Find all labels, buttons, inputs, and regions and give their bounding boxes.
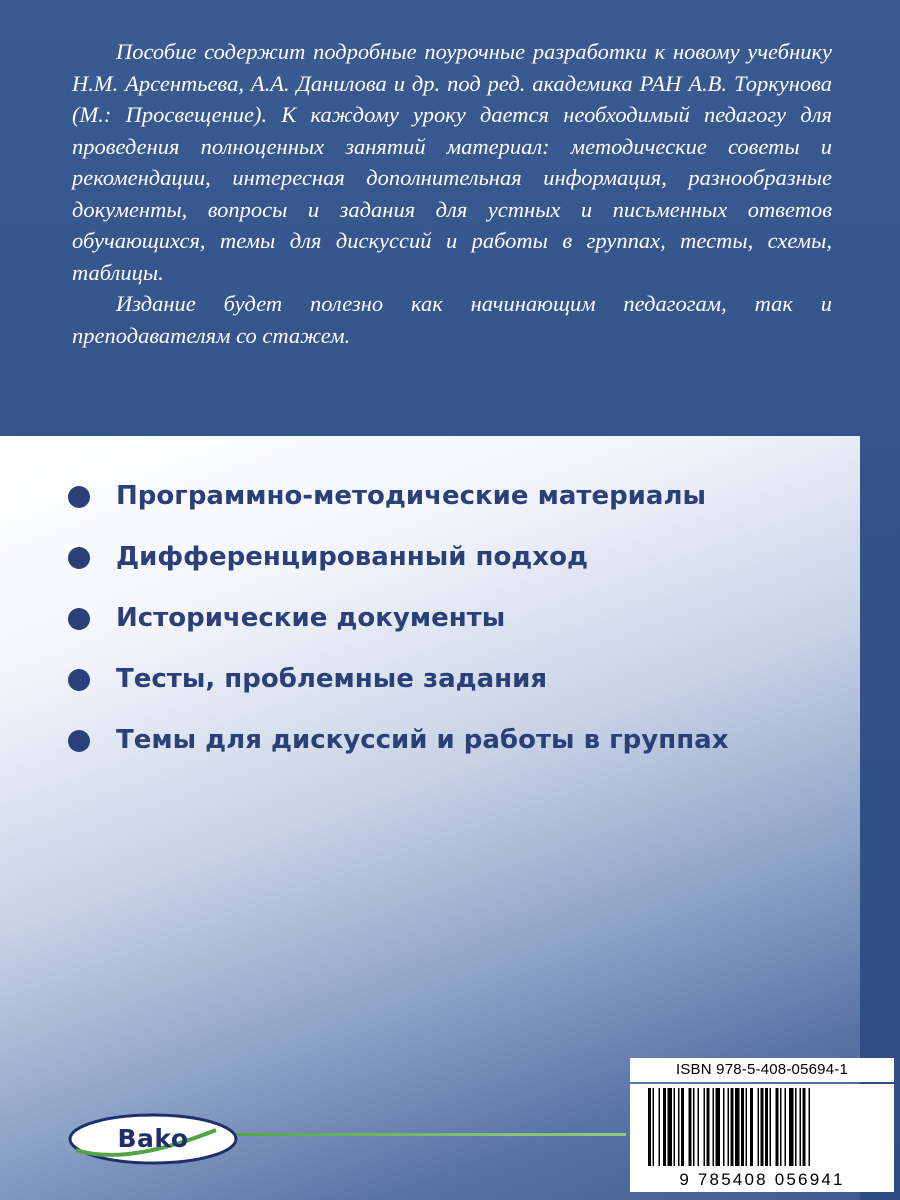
feature-list [68,480,828,785]
bullet-icon [68,547,90,569]
feature-label: Темы для дискуссий и работы в группах [116,725,729,755]
annotation-paragraph: Пособие содержит подробные поурочные разработки к новому учебнику Н.М. Арсентьева, А.А. Данилова и др. под ред. академика РАН А.В. Торкунова (М.: Просвещение). К каждому уроку дается необходимый педагогу для проведения полноценных занятий материал: методические советы и рекомендации, интересная дополнительная информация, разнообразные документы, вопросы и задания для устных и письменных ответов обучающихся, темы для дискуссий и работы в группах, тесты, схемы, таблицы. [72,39,832,285]
feature-label: Тесты, проблемные задания [116,664,548,694]
feature-item [68,663,828,695]
feature-item [68,724,828,756]
barcode-digits: 9 785408 056941 [630,1170,894,1190]
annotation-paragraph: Издание будет полезно как начинающим педагогам, так и преподавателям со стажем. [72,291,832,348]
bullet-icon [68,608,90,630]
feature-item [68,602,828,634]
annotation-text [72,36,832,351]
feature-label: Программно-методические материалы [116,481,707,511]
feature-label: Исторические документы [116,603,506,633]
barcode-bars-icon [630,1084,894,1170]
bullet-icon [68,669,90,691]
barcode [630,1084,894,1192]
isbn-label: ISBN 978-5-408-05694-1 [630,1058,894,1082]
bullet-icon [68,730,90,752]
feature-item [68,480,828,512]
bullet-icon [68,486,90,508]
feature-item [68,541,828,573]
publisher-logo [66,1110,240,1166]
accent-line [220,1133,626,1136]
logo-text: Bako [117,1123,189,1153]
feature-label: Дифференцированный подход [116,542,588,572]
